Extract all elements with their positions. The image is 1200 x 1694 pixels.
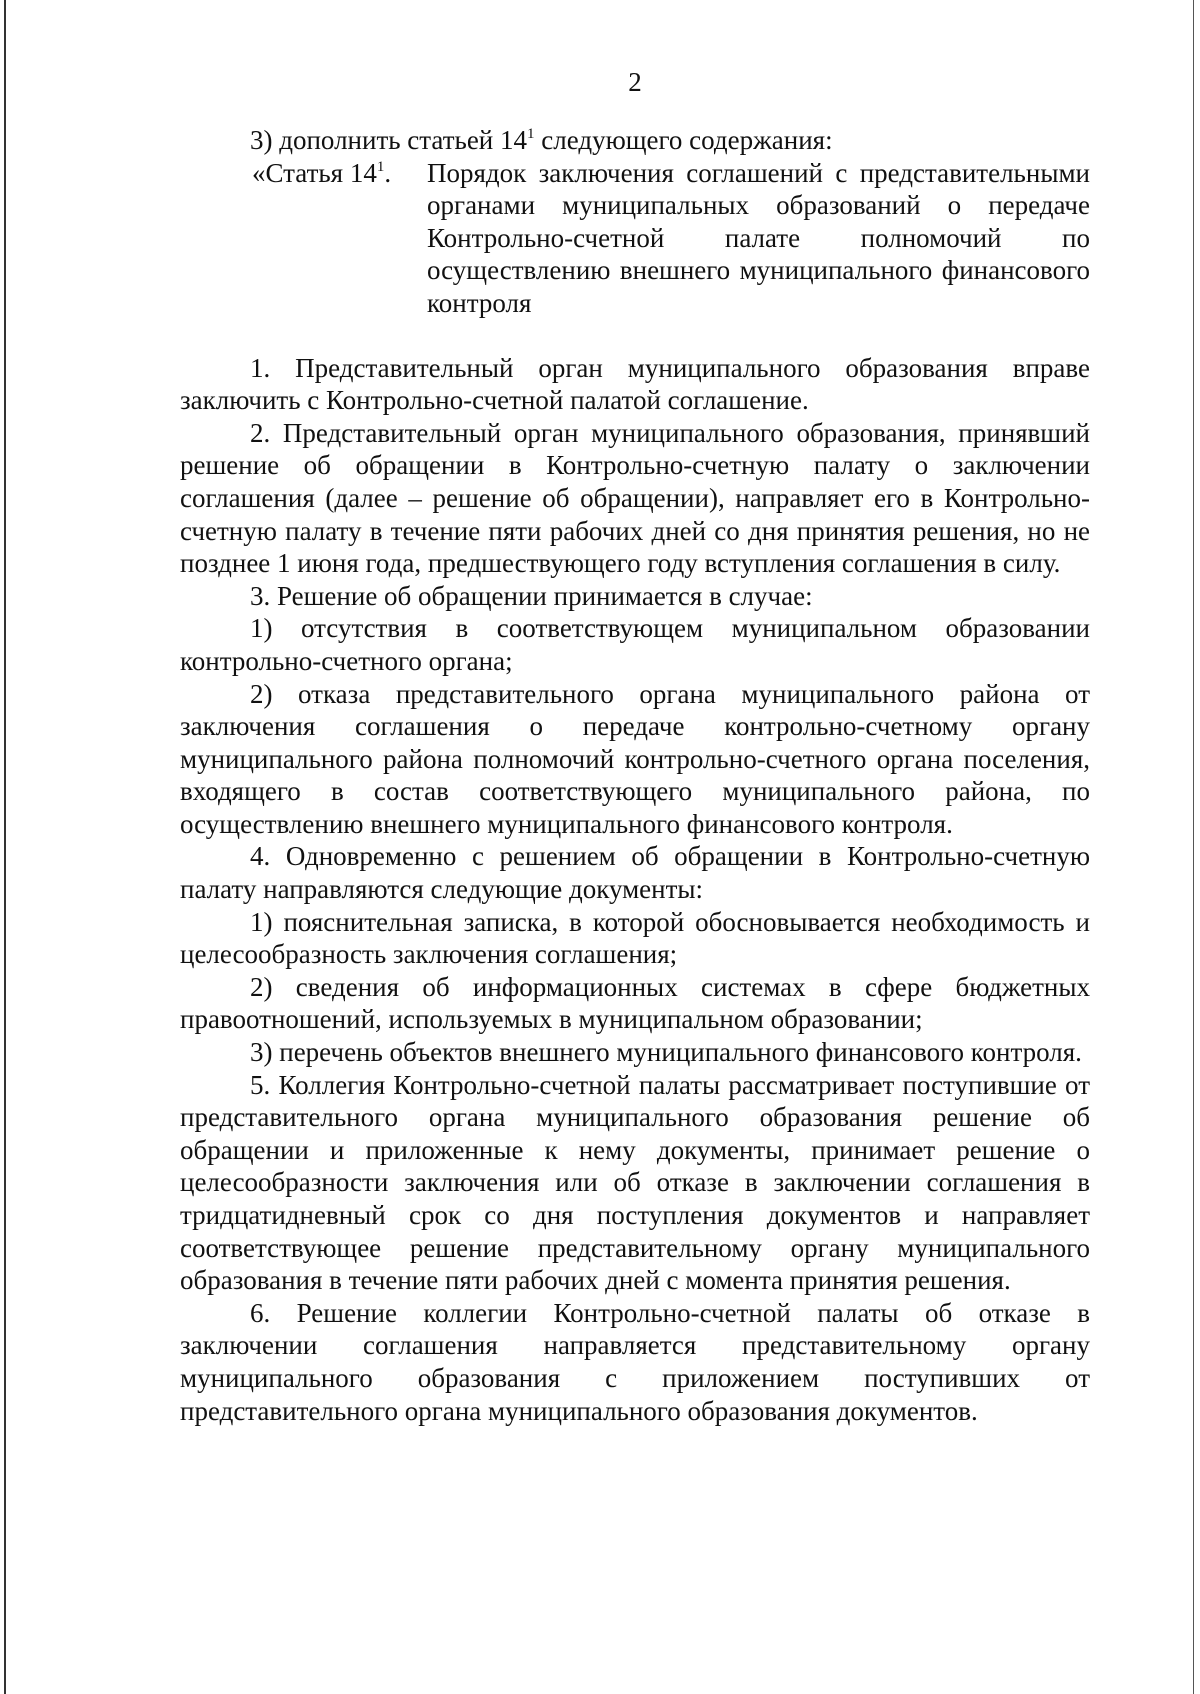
article-number	[252, 157, 427, 320]
scan-left-edge	[4, 0, 6, 1694]
article-number-superscript: 1	[376, 158, 385, 175]
intro-line	[180, 124, 1090, 157]
intro-tail: следующего содержания:	[534, 125, 833, 155]
paragraph-5: 5. Коллегия Контрольно-счетной палаты рассматривает поступившие от представительного органа муниципального образования решение об обращении и приложенные к нему документы, принимает решение о целесообразности заключения или об отказе в заключении соглашения в тридцатидневный срок со дня поступления документов и направляет соответствующее решение представительному органу муниципального образования в течение пяти рабочих дней с момента принятия решения.	[180, 1069, 1090, 1296]
paragraph-4-item-3: 3) перечень объектов внешнего муниципального финансового контроля.	[250, 1037, 1082, 1068]
heading-spacer	[180, 320, 1090, 352]
paragraph-3-item-1: 1) отсутствия в соответствующем муниципальном образовании контрольно-счетного органа;	[180, 613, 1090, 676]
intro-text: 3) дополнить статьей 14	[250, 125, 528, 155]
paragraph-3-item-2: 2) отказа представительного органа муниципального района от заключения соглашения о передаче контрольно-счетному органу муниципального района полномочий контрольно-счетного органа поселения, входящего в состав соответствующего муниципального района, по осуществлению внешнего муниципального финансового контроля.	[180, 678, 1090, 839]
paragraph-4-item-2: 2) сведения об информационных системах в сфере бюджетных правоотношений, используемых в муниципальном образовании;	[180, 971, 1090, 1035]
paragraph-6: 6. Решение коллегии Контрольно-счетной палаты об отказе в заключении соглашения направляется представительному органу муниципального образования с приложением поступивших от представительного органа муниципального образования документов.	[180, 1297, 1090, 1426]
paragraph-4: 4. Одновременно с решением об обращении в Контрольно-счетную палату направляются следующие документы:	[180, 841, 1090, 905]
paragraph-3: 3. Решение об обращении принимается в случае:	[250, 580, 813, 611]
article-number-dot: .	[384, 157, 392, 188]
page-number: 2	[628, 67, 642, 97]
document-body	[180, 124, 1090, 1427]
paragraph-4-item-1: 1) пояснительная записка, в которой обосновывается необходимость и целесообразность заключения соглашения;	[180, 906, 1090, 970]
intro-superscript: 1	[527, 126, 535, 142]
paragraph-2: 2. Представительный орган муниципального образования, принявший решение об обращении в Контрольно-счетную палату о заключении соглашения (далее – решение об обращении), направляет его в Контрольно-счетную палату в течение пяти рабочих дней со дня принятия решения, но не позднее 1 июня года, предшествующего году вступления соглашения в силу.	[180, 417, 1090, 579]
paragraph-1: 1. Представительный орган муниципального образования вправе заключить с Контрольно-счетной палатой соглашение.	[180, 352, 1090, 416]
scan-right-edge	[1193, 0, 1194, 1694]
article-heading	[180, 157, 1090, 320]
article-title: Порядок заключения соглашений с представительными органами муниципальных образований о передаче Контрольно-счетной палате полномочий по осуществлению внешнего муниципального финансового контроля	[427, 157, 1090, 318]
article-number-text: «Статья 14	[252, 157, 377, 188]
